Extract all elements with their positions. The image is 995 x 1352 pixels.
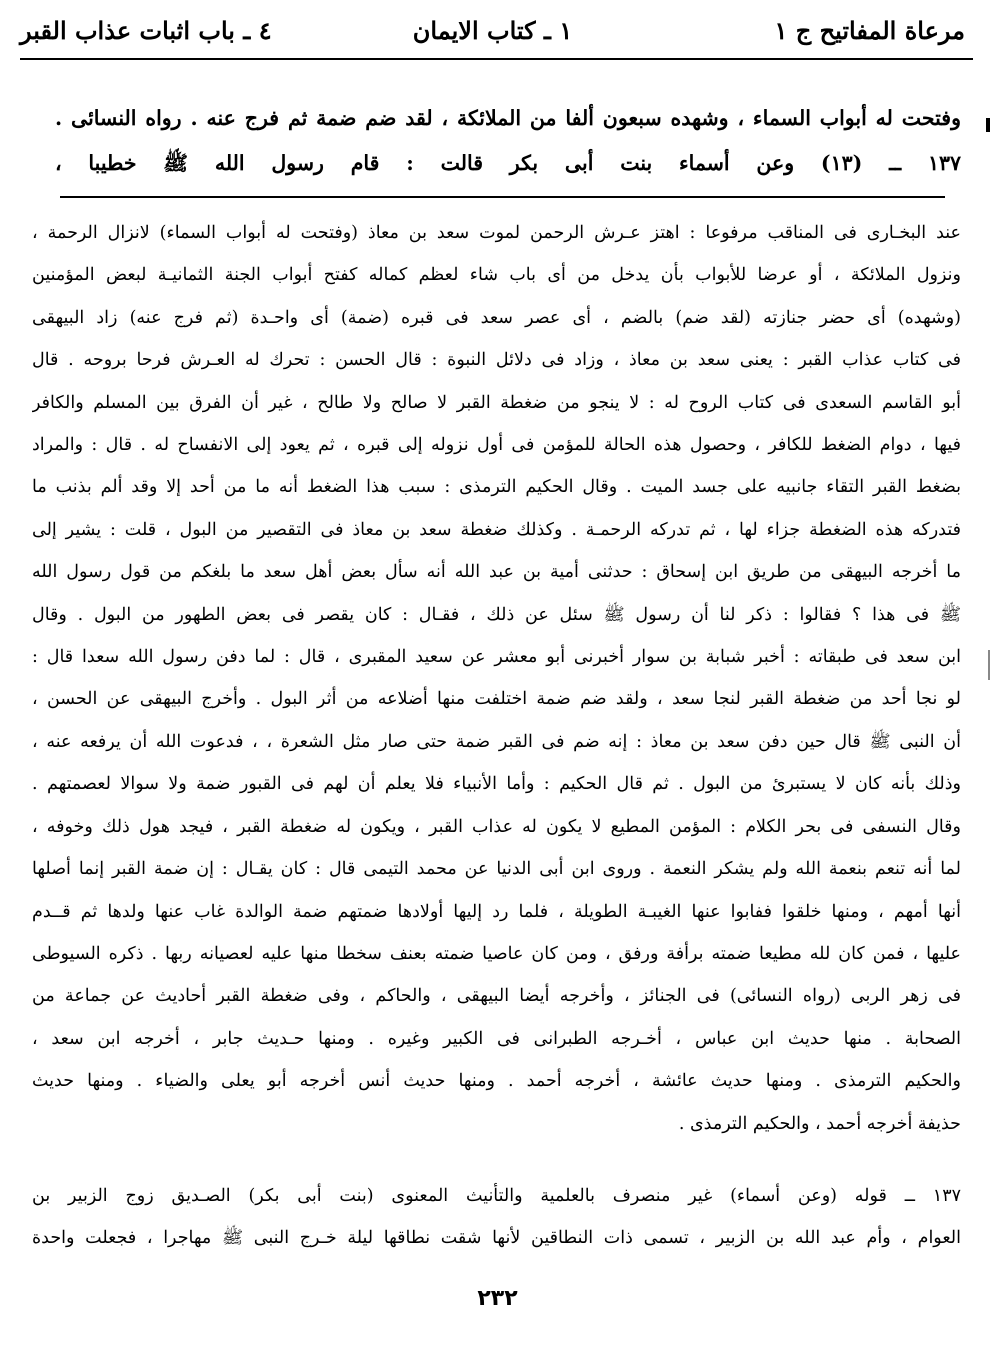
commentary-line: لما أنه تنعم بنعمة الله ولم يشكر النعمة . وروى ابن أبى الدنيا عن محمد التيمى قال : كان يقـال : إن ضمة القبر إنما أصلها [32, 859, 961, 880]
commentary-line: ما أخرجه البيهقى من طريق ابن إسحاق : حدثنى أمية بن عبد الله أنه سأل بعض أهل سعد ما بلغكم من قول رسول الله [32, 562, 961, 583]
commentary-line: وذلك بأنه كان لا يستبرئ من البول . ثم قال الحكيم : وأما الأنبياء فلا يعلم أن لهم فى القبور ضمة ولا سوالا لعصمتهم . [32, 774, 961, 795]
commentary-line: ﷺ فى هذا ؟ فقالوا : ذكر لنا أن رسول ﷺ سئل عن ذلك ، فقـال : كان يقصر فى بعض الطهور من البول . وقال [32, 604, 961, 625]
hadith-line: ١٣٧ ــ (١٣) وعن أسماء بنت أبى بكر قالت : قام رسول الله ﷺ خطيبا ، [55, 151, 961, 175]
header-rule [20, 58, 973, 60]
section-divider [60, 196, 945, 198]
commentary-line: (وشهده) أى حضر جنازته (لقد ضم) بالضم ، أى عصر سعد فى قبره (ضمة) أى واحـدة (ثم فرج عنه) زاد البيهقى [32, 307, 961, 328]
commentary-line: فى زهر الربى (رواه النسائى) فى الجنائز ، وأخرجه أيضا البيهقى ، والحاكم ، وفى ضغطة القبر أحاديث عن جماعة من [32, 986, 961, 1007]
page-number: ٢٣٢ [477, 1286, 518, 1311]
commentary-line: لو نجا أحد من ضغطة القبر لنجا سعد ، ولقد ضم ضمة اختلفت منها أضلاعه من أثر البول . وأخرج البيهقى عن الحسن ، [32, 689, 961, 710]
commentary-line: وقال النسفى فى بحر الكلام : المؤمن المطيع لا يكون له عذاب القبر ، ويكون له ضغطة القبر ، فيجد هول ذلك وخوفه ، [32, 816, 961, 837]
commentary-line: أنها أمهم ، ومنها خلقوا ففابوا عنها الغيبـة الطويلة ، فلما رد إليها أولادها ضمتهم ضمة الوالدة غاب عنها ولدها ثم قــدم [32, 901, 961, 922]
commentary-text [32, 212, 961, 1145]
commentary-line: ونزول الملائكة ، أو عرضا للأبواب بأن يدخل من أى باب شاء لعظم كماله كفتح أبواب الجنة الثمانيـة لبعض المؤمنين [32, 265, 961, 286]
hadith-text [55, 96, 961, 186]
running-header [20, 14, 965, 54]
commentary-line: فيها ، دوام الضغط للكافر ، وحصول هذه الحالة للمؤمن فى أول نزوله إلى قبره ، ثم يعود إلى الانفساح له . قال : والمراد [32, 435, 961, 456]
commentary-line: والحكيم الترمذى . ومنها حديث عائشة ، أخرجه أحمد . ومنها حديث أنس أخرجه أبو يعلى والضياء . ومنها حديث [32, 1071, 961, 1092]
commentary-line: حذيفة أخرجه أحمد ، والحكيم الترمذى . [678, 1113, 961, 1134]
header-section-title: ٤ ـ باب اثبات عذاب القبر [20, 16, 272, 45]
header-book-title: مرعاة المفاتيح ج ١ [774, 16, 965, 45]
commentary-line: عند البخـارى فى المناقب مرفوعا : اهتز عـرش الرحمن لموت سعد بن معاذ (وفتحت له أبواب السماء) لانزال الرحمة ، [32, 223, 961, 243]
commentary-line: عليها ، فمن كان لله مطيعا ضمته برأفة ورفق ، ومن كان عاصيا ضمته بعنف سخطا منها عليه لعصيانه ربها . ذكره السيوطى [32, 943, 961, 964]
note-line: العوام ، وأم عبد الله بن الزبير ، تسمى ذات النطاقين لأنها شقت نطاقها ليلة خـرج النبى ﷺ مهاجرا ، فجعلت واحدة [32, 1228, 961, 1248]
commentary-line: أن النبى ﷺ قال حين دفن سعد بن معاذ : إنه ضم فى القبر ضمة حتى صار مثل الشعرة ، ، فدعوت الله أن يرفعه عنه ، [32, 731, 961, 752]
commentary-line: ابن سعد فى طبقاته : أخبر شبابة بن سوار أخبرنى أبو معشر عن سعيد المقبرى ، قال : لما دفن رسول الله سعدا قال : [32, 647, 961, 668]
commentary-line: أبو القاسم السعدى فى كتاب الروح له : لا ينجو من ضغطة القبر لا صالح ولا طالح ، غير أن الفرق بين المسلم والكافر [32, 392, 961, 413]
hadith-line: وفتحت له أبواب السماء ، وشهده سبعون ألفا من الملائكة ، لقد ضم ضمة ثم فرج عنه . رواه النسائى . [55, 106, 961, 130]
header-chapter-title: ١ ـ كتاب الايمان [412, 16, 573, 45]
commentary-line: بضغط القبر التقاء جانبيه على جسد الميت . وقال الحكيم الترمذى : سبب هذا الضغط أنه ما من أحد إلا وقد ألم بذنب ما [32, 477, 961, 498]
commentary-line: فتدركه هذه الضغطة جزاء لها ، ثم تدركه الرحمـة . وكذلك ضغطة سعد بن معاذ فى التقصير من البول ، قلت : يشير إلى [32, 519, 961, 540]
scan-edge-mark [988, 650, 990, 680]
commentary-line: فى كتاب عذاب القبر : يعنى سعد بن معاذ ، وزاد فى دلائل النبوة : قال الحسن : تحرك له العـرش فرحا بروحه . قال [32, 350, 961, 371]
note-line: ١٣٧ ــ قوله (وعن أسماء) غير منصرف بالعلمية والتأنيث المعنوى (بنت أبى بكر) الصـديق زوج الزبير بن [32, 1186, 961, 1206]
hadith-note [32, 1175, 961, 1259]
scan-edge-mark [986, 118, 990, 132]
commentary-line: الصحابة . منها حديث ابن عباس ، أخـرجه الطبرانى فى الكبير وغيره . ومنها حـديث جابر ، أخرجه ابن سعد ، [32, 1028, 961, 1049]
